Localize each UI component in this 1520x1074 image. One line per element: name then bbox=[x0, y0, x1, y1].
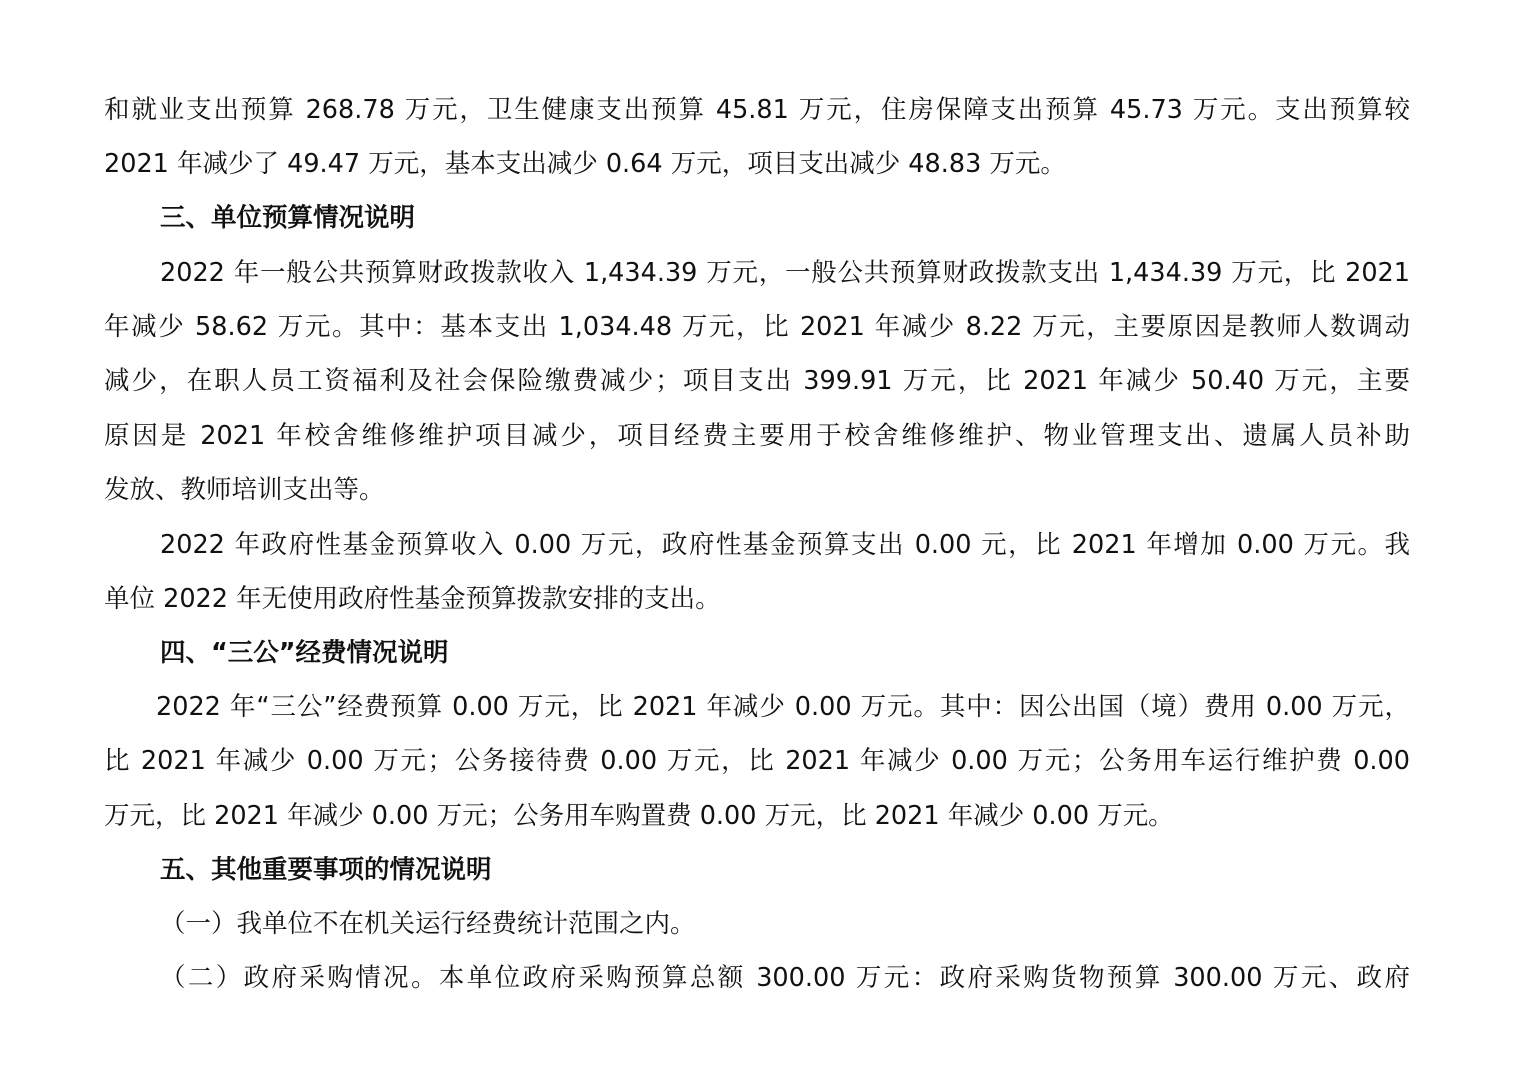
paragraph-line: 减少，在职人员工资福利及社会保险缴费减少；项目支出 399.91 万元，比 2021 年减少 50.40 万元，主要 bbox=[104, 366, 1410, 396]
paragraph-line: （二）政府采购情况。本单位政府采购预算总额 300.00 万元：政府采购货物预算 300.00 万元、政府 bbox=[160, 963, 1410, 993]
paragraph-line: 和就业支出预算 268.78 万元，卫生健康支出预算 45.81 万元，住房保障支出预算 45.73 万元。支出预算较 bbox=[104, 95, 1410, 125]
paragraph-line: 比 2021 年减少 0.00 万元；公务接待费 0.00 万元，比 2021 年减少 0.00 万元；公务用车运行维护费 0.00 bbox=[104, 746, 1410, 776]
paragraph-line: 发放、教师培训支出等。 bbox=[104, 475, 385, 505]
paragraph-line: 2022 年一般公共预算财政拨款收入 1,434.39 万元，一般公共预算财政拨款支出 1,434.39 万元，比 2021 bbox=[160, 258, 1410, 288]
paragraph-line: 2021 年减少了 49.47 万元，基本支出减少 0.64 万元，项目支出减少 48.83 万元。 bbox=[104, 149, 1066, 179]
section-heading-3: 三、单位预算情况说明 bbox=[160, 203, 416, 233]
paragraph-line: 万元，比 2021 年减少 0.00 万元；公务用车购置费 0.00 万元，比 2021 年减少 0.00 万元。 bbox=[104, 801, 1174, 831]
paragraph-line: 年减少 58.62 万元。其中：基本支出 1,034.48 万元，比 2021 年减少 8.22 万元，主要原因是教师人数调动 bbox=[104, 312, 1410, 342]
paragraph-line: 单位 2022 年无使用政府性基金预算拨款安排的支出。 bbox=[104, 584, 721, 614]
section-heading-5: 五、其他重要事项的情况说明 bbox=[160, 855, 492, 885]
paragraph-line: 原因是 2021 年校舍维修维护项目减少，项目经费主要用于校舍维修维护、物业管理支出、遗属人员补助 bbox=[104, 421, 1410, 451]
section-heading-4: 四、“三公”经费情况说明 bbox=[160, 638, 449, 668]
paragraph-line: 2022 年政府性基金预算收入 0.00 万元，政府性基金预算支出 0.00 元，比 2021 年增加 0.00 万元。我 bbox=[160, 530, 1410, 560]
paragraph-line: 2022 年“三公”经费预算 0.00 万元，比 2021 年减少 0.00 万元。其中：因公出国（境）费用 0.00 万元， bbox=[156, 692, 1410, 722]
paragraph-line: （一）我单位不在机关运行经费统计范围之内。 bbox=[160, 909, 696, 939]
